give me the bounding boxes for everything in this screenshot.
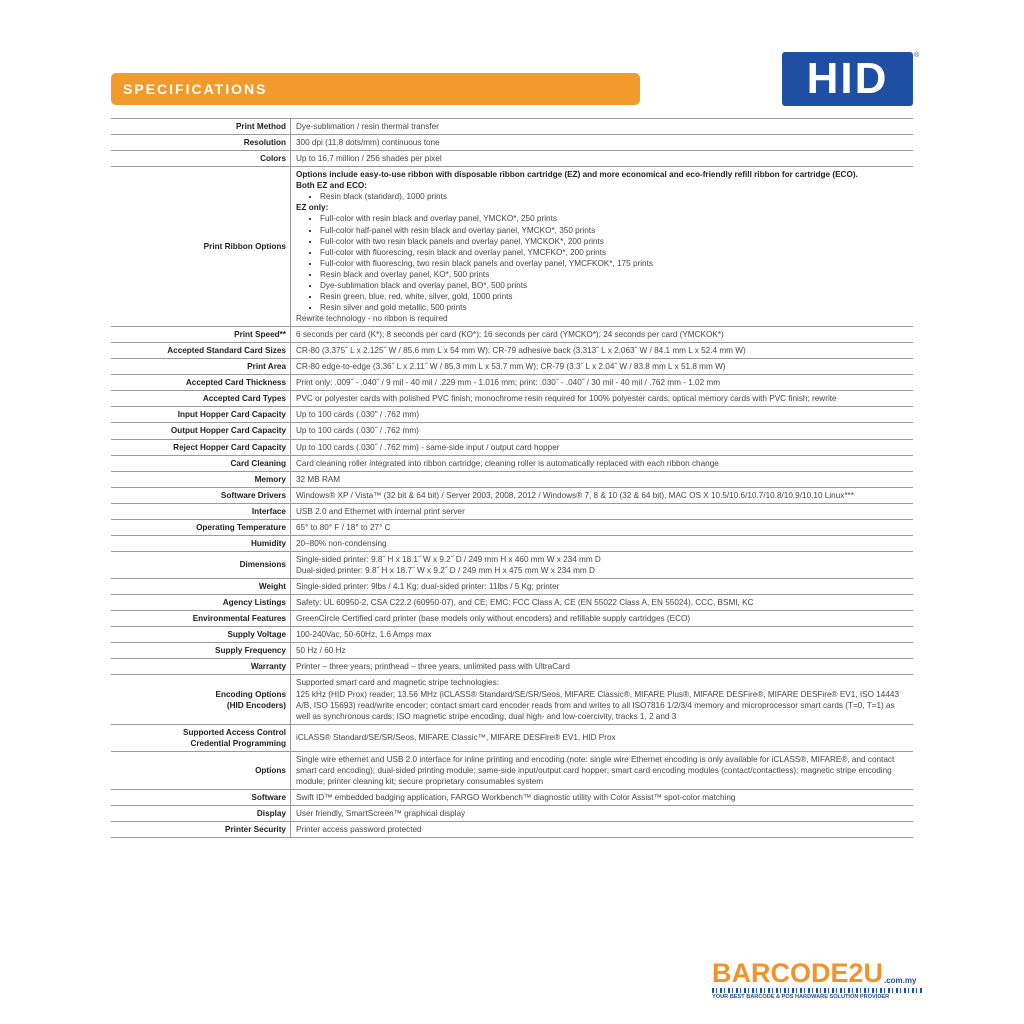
table-row bbox=[111, 135, 913, 151]
table-row bbox=[111, 627, 913, 643]
row-value: Printer – three years; printhead – three years, unlimited pass with UltraCard bbox=[296, 662, 570, 672]
ribbon-rewrite-note: Rewrite technology - no ribbon is required bbox=[296, 314, 448, 323]
ribbon-ez-list bbox=[296, 213, 909, 313]
barcode2u-logo-text: BARCODE2U bbox=[712, 958, 884, 988]
table-row bbox=[111, 407, 913, 423]
table-row bbox=[111, 724, 913, 751]
table-row bbox=[111, 391, 913, 407]
row-value: User friendly, SmartScreen™ graphical display bbox=[296, 809, 466, 819]
section-title: SPECIFICATIONS bbox=[123, 81, 268, 97]
ribbon-both-list bbox=[296, 191, 909, 202]
list-item: ▪ Resin black (standard), 1000 prints bbox=[320, 191, 909, 202]
row-label: Printer Security bbox=[111, 822, 291, 838]
row-value: Up to 100 cards (.030˝ / .762 mm) - same-side input / output card hopper bbox=[296, 442, 560, 452]
table-row bbox=[111, 806, 913, 822]
table-row bbox=[111, 343, 913, 359]
row-label: Print Area bbox=[111, 359, 291, 375]
row-label: Memory bbox=[111, 471, 291, 487]
ribbon-ez-heading: EZ only: bbox=[296, 203, 329, 213]
list-item: ▪ Full-color with two resin black panels and overlay panel, YMCKOK*, 200 prints bbox=[320, 236, 909, 247]
dimensions-single: Single-sided printer: 9.8˝ H x 18.1˝ W x 9.2˝ D / 249 mm H x 460 mm W x 234 mm D bbox=[296, 554, 601, 564]
row-value: 65° to 80° F / 18° to 27° C bbox=[296, 522, 391, 532]
row-label: Warranty bbox=[111, 659, 291, 675]
row-label: Input Hopper Card Capacity bbox=[111, 407, 291, 423]
barcode2u-tagline: YOUR BEST BARCODE & POS HARDWARE SOLUTION PROVIDER bbox=[712, 994, 890, 1000]
row-label-sub: (HID Encoders) bbox=[226, 700, 286, 710]
list-item: ▪ Resin silver and gold metallic, 500 prints bbox=[320, 302, 909, 313]
row-label: Print Method bbox=[111, 119, 291, 135]
row-value: Swift ID™ embedded badging application, FARGO Workbench™ diagnostic utility with Color Assist™ spot-color matching bbox=[296, 793, 736, 802]
encoding-intro: Supported smart card and magnetic stripe technologies: bbox=[296, 678, 499, 688]
table-row bbox=[111, 151, 913, 167]
barcode-stripes-icon bbox=[712, 988, 922, 993]
row-value: CR-80 edge-to-edge (3.36˝ L x 2.11˝ W / 85.3 mm L x 53.7 mm W); CR-79 (3.3˝ L x 2.04˝ W / 83.8 mm L x 51.8 mm W) bbox=[296, 362, 726, 372]
row-label: Print Speed** bbox=[111, 327, 291, 343]
table-row bbox=[111, 455, 913, 471]
row-value: Single wire ethernet and USB 2.0 interface for inline printing and encoding (note: single wire Ethernet encoding is only available for iCLASS®, MIFARE®, and contact smart card encoding); dual-sided printing module; same-side input/output card hopper; smart card encoding modules (contact/contactless); magnetic stripe encoding module; printer cleaning kit; secure proprietary consumables system bbox=[296, 754, 895, 786]
row-value: Safety: UL 60950-2, CSA C22.2 (60950-07), and CE; EMC: FCC Class A, CE (EN 55022 Class A, EN 55024), CCC, BSMI, KC bbox=[296, 598, 754, 608]
list-item: ▪ Full-color with resin black and overlay panel, YMCKO*, 250 prints bbox=[320, 213, 909, 224]
row-label: Supported Access Control bbox=[183, 727, 286, 737]
row-label: Accepted Standard Card Sizes bbox=[111, 343, 291, 359]
row-label-sub: Credential Programming bbox=[190, 738, 286, 748]
row-label: Dimensions bbox=[111, 551, 291, 578]
row-label: Options bbox=[111, 751, 291, 789]
table-row bbox=[111, 659, 913, 675]
specifications-table bbox=[111, 118, 913, 838]
ribbon-intro: Options include easy-to-use ribbon with disposable ribbon cartridge (EZ) and more economical and eco-friendly refill ribbon for cartridge (ECO). bbox=[296, 170, 858, 180]
table-row bbox=[111, 611, 913, 627]
table-row bbox=[111, 675, 913, 724]
specifications-banner bbox=[111, 73, 640, 105]
row-label: Accepted Card Types bbox=[111, 391, 291, 407]
row-label: Card Cleaning bbox=[111, 455, 291, 471]
list-item: ▪ Resin green, blue, red, white, silver, gold, 1000 prints bbox=[320, 291, 909, 302]
table-row bbox=[111, 439, 913, 455]
row-value: CR-80 (3.375˝ L x 2.125˝ W / 85.6 mm L x 54 mm W); CR-79 adhesive back (3.313˝ L x 2.063˝ W / 84.1 mm L x 52.4 mm W) bbox=[296, 346, 746, 356]
row-value: Up to 16.7 million / 256 shades per pixel bbox=[296, 154, 442, 164]
table-row bbox=[111, 503, 913, 519]
table-row bbox=[111, 487, 913, 503]
encoding-label-cell bbox=[111, 675, 291, 724]
row-label: Supply Frequency bbox=[111, 643, 291, 659]
table-row bbox=[111, 119, 913, 135]
dimensions-dual: Dual-sided printer: 9.8˝ H x 18.7˝ W x 9.2˝ D / 249 mm H x 475 mm W x 234 mm D bbox=[296, 566, 595, 575]
row-label: Display bbox=[111, 806, 291, 822]
row-label: Weight bbox=[111, 579, 291, 595]
table-row bbox=[111, 643, 913, 659]
row-label: Agency Listings bbox=[111, 595, 291, 611]
row-value: Single-sided printer: 9lbs / 4.1 Kg; dual-sided printer: 11lbs / 5 Kg; printer bbox=[296, 582, 560, 592]
row-label: Colors bbox=[111, 151, 291, 167]
row-value: PVC or polyester cards with polished PVC finish; monochrome resin required for 100% polyester cards; optical memory cards with PVC finish; rewrite bbox=[296, 394, 837, 404]
row-value: USB 2.0 and Ethernet with internal print server bbox=[296, 506, 465, 516]
hid-logo bbox=[782, 52, 913, 106]
row-label: Encoding Options bbox=[215, 689, 286, 699]
encoding-cell bbox=[291, 675, 914, 724]
row-label: Supply Voltage bbox=[111, 627, 291, 643]
access-label-cell bbox=[111, 724, 291, 751]
row-label: Software Drivers bbox=[111, 487, 291, 503]
ribbon-both-heading: Both EZ and ECO: bbox=[296, 181, 367, 191]
row-label: Operating Temperature bbox=[111, 519, 291, 535]
list-item: ▪ Full-color with fluorescing, two resin black panels and overlay panel, YMCFKOK*, 175 prints bbox=[320, 258, 909, 269]
barcode2u-domain: .com.my bbox=[884, 976, 917, 985]
table-row bbox=[111, 359, 913, 375]
row-label: Reject Hopper Card Capacity bbox=[111, 439, 291, 455]
row-value: GreenCircle Certified card printer (base models only without encoders) and refillable supply cartridges (ECO) bbox=[296, 614, 691, 624]
table-row bbox=[111, 471, 913, 487]
row-value: Windows® XP / Vista™ (32 bit & 64 bit) / Server 2003, 2008, 2012 / Windows® 7, 8 & 10 (32 & 64 bit), MAC OS X 10.5/10.6/10.7/10.8/10.9/10.10 Linux*** bbox=[296, 490, 854, 500]
row-label: Environmental Features bbox=[111, 611, 291, 627]
barcode2u-logo bbox=[712, 958, 922, 1006]
list-item: ▪ Full-color with fluorescing, resin black and overlay panel, YMCFKO*, 200 prints bbox=[320, 247, 909, 258]
row-value: Up to 100 cards (.030˝ / .762 mm) bbox=[296, 426, 419, 436]
dimensions-cell bbox=[291, 551, 914, 578]
table-row bbox=[111, 327, 913, 343]
row-value: 32 MB RAM bbox=[296, 474, 341, 484]
row-label: Humidity bbox=[111, 535, 291, 551]
registered-mark: ® bbox=[914, 52, 920, 59]
table-row bbox=[111, 375, 913, 391]
row-value: 20–80% non-condensing bbox=[296, 538, 387, 548]
row-value: Dye-sublimation / resin thermal transfer bbox=[296, 122, 439, 131]
row-value: Printer access password protected bbox=[296, 825, 422, 835]
row-value: 300 dpi (11.8 dots/mm) continuous tone bbox=[296, 138, 440, 148]
row-label: Print Ribbon Options bbox=[111, 167, 291, 327]
row-value: 100-240Vac, 50-60Hz, 1.6 Amps max bbox=[296, 630, 432, 640]
table-row bbox=[111, 519, 913, 535]
list-item: ▪ Dye-sublimation black and overlay panel, BO*, 500 prints bbox=[320, 280, 909, 291]
list-item: ▪ Full-color half-panel with resin black and overlay panel, YMCKO*, 350 prints bbox=[320, 225, 909, 236]
row-label: Output Hopper Card Capacity bbox=[111, 423, 291, 439]
table-row bbox=[111, 167, 913, 327]
row-value: 50 Hz / 60 Hz bbox=[296, 646, 346, 656]
ribbon-options-cell bbox=[291, 167, 914, 327]
table-row bbox=[111, 751, 913, 789]
table-row bbox=[111, 535, 913, 551]
row-value: 6 seconds per card (K*); 8 seconds per card (KO*); 16 seconds per card (YMCKO*); 24 seconds per card (YMCKOK*) bbox=[296, 330, 724, 340]
table-row bbox=[111, 822, 913, 838]
row-label: Interface bbox=[111, 503, 291, 519]
list-item: ▪ Resin black and overlay panel, KO*, 500 prints bbox=[320, 269, 909, 280]
table-row bbox=[111, 790, 913, 806]
row-label: Accepted Card Thickness bbox=[111, 375, 291, 391]
row-label: Resolution bbox=[111, 135, 291, 151]
row-label: Software bbox=[111, 790, 291, 806]
encoding-details: 125 kHz (HID Prox) reader; 13.56 MHz (iCLASS® Standard/SE/SR/Seos, MIFARE Classic®, MIFARE Plus®, MIFARE DESFire®, MIFARE DESFire® EV1, ISO 14443 A/B, ISO 15693) read/write encoder; contact smart card encoder reads from and writes to all ISO7816 1/2/3/4 memory and microprocessor smart cards (T=0, T=1) as well as synchronous cards; ISO magnetic stripe encoding, dual high- and low-coercivity, tracks 1, 2 and 3 bbox=[296, 689, 900, 721]
table-row bbox=[111, 595, 913, 611]
table-row bbox=[111, 551, 913, 578]
row-value: iCLASS® Standard/SE/SR/Seos, MIFARE Classic™, MIFARE DESFire® EV1, HID Prox bbox=[296, 733, 616, 743]
hid-logo-text: HID bbox=[806, 54, 889, 103]
row-value: Print only: .009˝ - .040˝ / 9 mil - 40 mil / .229 mm - 1.016 mm; print: .030˝ - .040˝ / 30 mil - 40 mil / .762 mm - 1.02 mm bbox=[296, 378, 721, 388]
table-row bbox=[111, 423, 913, 439]
table-row bbox=[111, 579, 913, 595]
row-value: Card cleaning roller integrated into ribbon cartridge; cleaning roller is automatically replaced with each ribbon change bbox=[296, 458, 719, 468]
row-value: Up to 100 cards (.030" / .762 mm) bbox=[296, 410, 420, 420]
